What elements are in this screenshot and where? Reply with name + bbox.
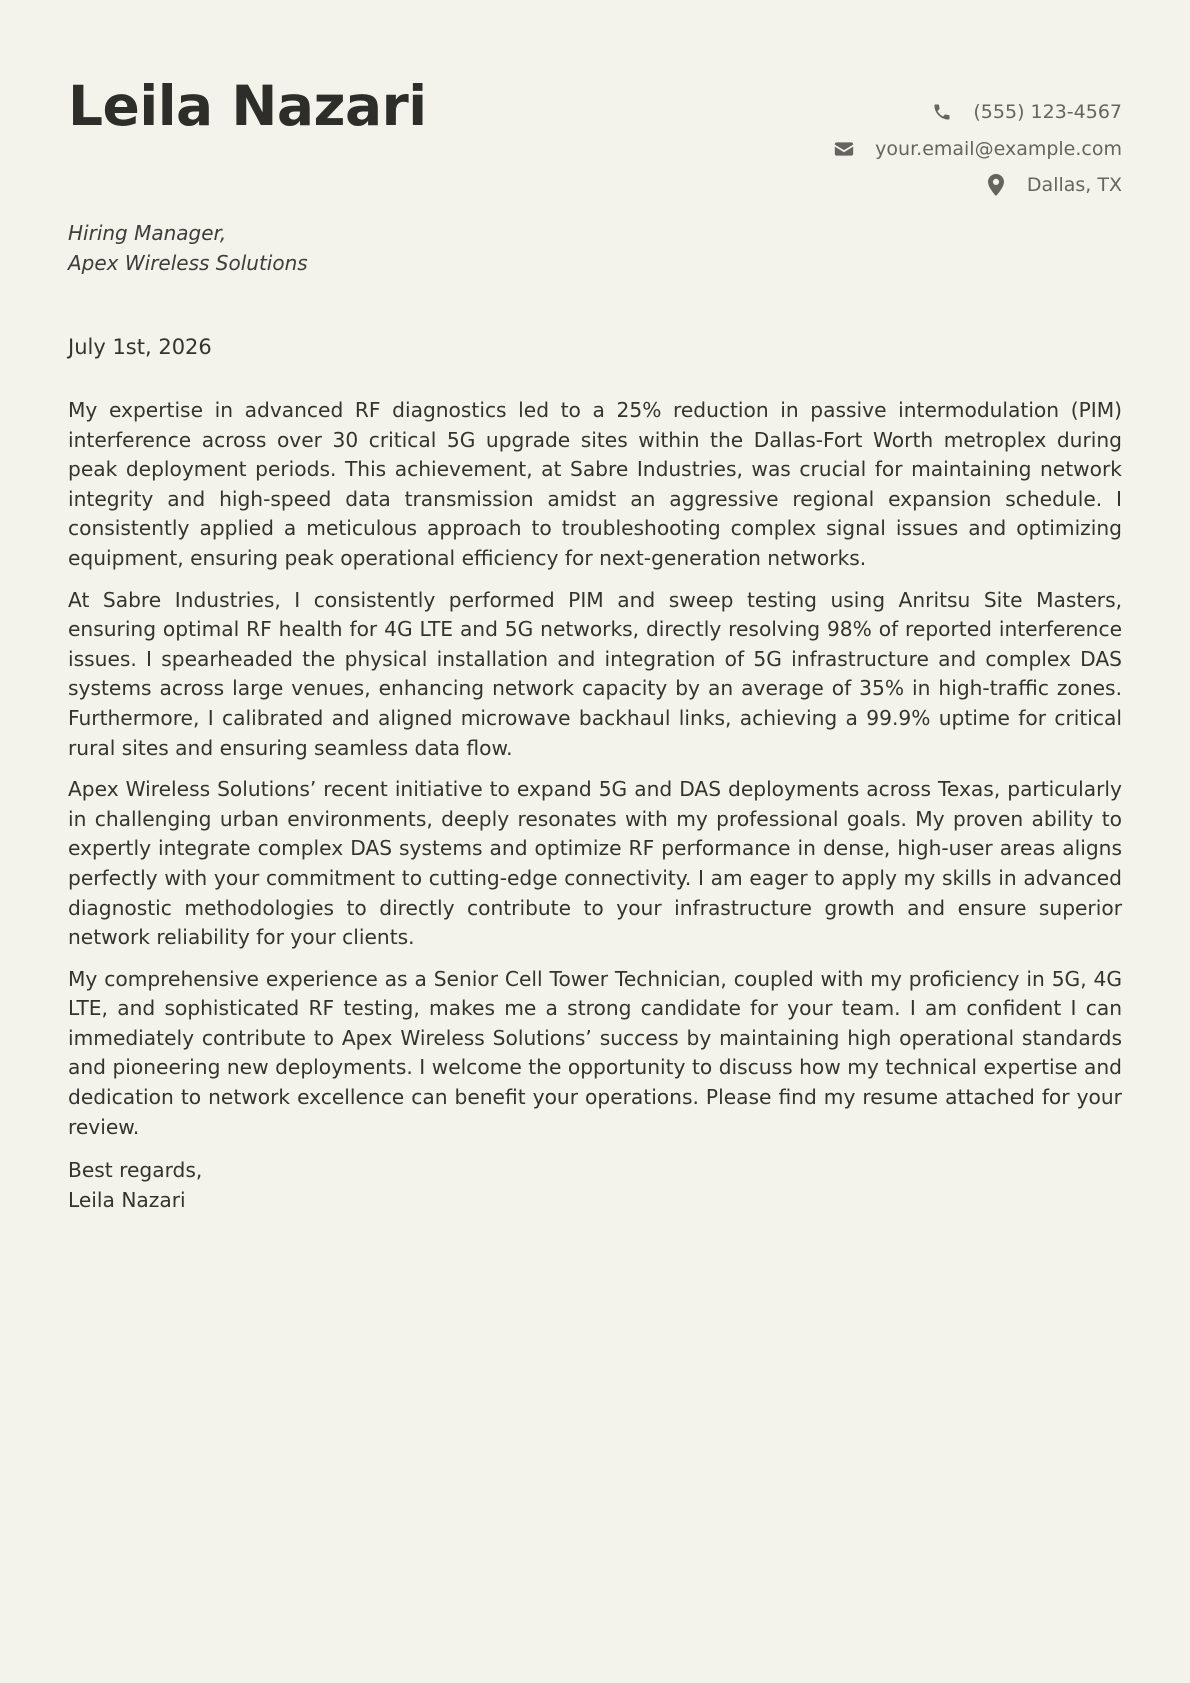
envelope-icon bbox=[833, 138, 855, 160]
recipient-company: Apex Wireless Solutions bbox=[68, 251, 308, 275]
contact-info bbox=[833, 94, 1122, 204]
letter-header bbox=[68, 72, 1122, 202]
closing: Best regards, bbox=[68, 1158, 203, 1183]
body-paragraph: At Sabre Industries, I consistently performed PIM and sweep testing using Anritsu Site Masters, ensuring optimal RF health for 4G LTE and 5G networks, directly resolving 98% of reported interference issues. I spearheaded the physical installation and integration of 5G infrastructure and complex DAS systems across large venues, enhancing network capacity by an average of 35% in high-traffic zones. Furthermore, I calibrated and aligned microwave backhaul links, achieving a 99.9% uptime for critical rural sites and ensuring seamless data flow. bbox=[68, 587, 1122, 760]
phone-text: (555) 123-4567 bbox=[973, 101, 1122, 124]
applicant-name: Leila Nazari bbox=[68, 74, 427, 138]
contact-location bbox=[833, 167, 1122, 204]
recipient-block bbox=[68, 218, 308, 278]
contact-phone bbox=[833, 94, 1122, 131]
body-paragraph: My comprehensive experience as a Senior Cell Tower Technician, coupled with my proficiency in 5G, 4G LTE, and sophisticated RF testing, makes me a strong candidate for your team. I am confident I can immediately contribute to Apex Wireless Solutions’ success by maintaining high operational standards and pioneering new deployments. I welcome the opportunity to discuss how my technical expertise and dedication to network excellence can benefit your operations. Please find my resume attached for your review. bbox=[68, 966, 1122, 1139]
letter-body bbox=[68, 396, 1122, 1215]
signoff bbox=[68, 1156, 1122, 1215]
recipient-title: Hiring Manager, bbox=[68, 221, 227, 245]
contact-email bbox=[833, 131, 1122, 168]
phone-icon bbox=[931, 101, 953, 123]
map-pin-icon bbox=[985, 174, 1007, 196]
location-text: Dallas, TX bbox=[1026, 174, 1122, 197]
body-paragraph: My expertise in advanced RF diagnostics led to a 25% reduction in passive intermodulation (PIM) interference across over 30 critical 5G upgrade sites within the Dallas-Fort Worth metroplex during peak deployment periods. This achievement, at Sabre Industries, was crucial for maintaining network integrity and high-speed data transmission amidst an aggressive regional expansion schedule. I consistently applied a meticulous approach to troubleshooting complex signal issues and optimizing equipment, ensuring peak operational efficiency for next-generation networks. bbox=[68, 398, 1122, 570]
email-text: your.email@example.com bbox=[875, 137, 1122, 160]
body-paragraph: Apex Wireless Solutions’ recent initiative to expand 5G and DAS deployments across Texas, particularly in challenging urban environments, deeply resonates with my professional goals. My proven ability to expertly integrate complex DAS systems and optimize RF performance in dense, high-user areas aligns perfectly with your commitment to cutting-edge connectivity. I am eager to apply my skills in advanced diagnostic methodologies to directly contribute to your infrastructure growth and ensure superior network reliability for your clients. bbox=[68, 777, 1122, 950]
signature-name: Leila Nazari bbox=[68, 1187, 186, 1212]
letter-date: July 1st, 2026 bbox=[68, 335, 212, 359]
